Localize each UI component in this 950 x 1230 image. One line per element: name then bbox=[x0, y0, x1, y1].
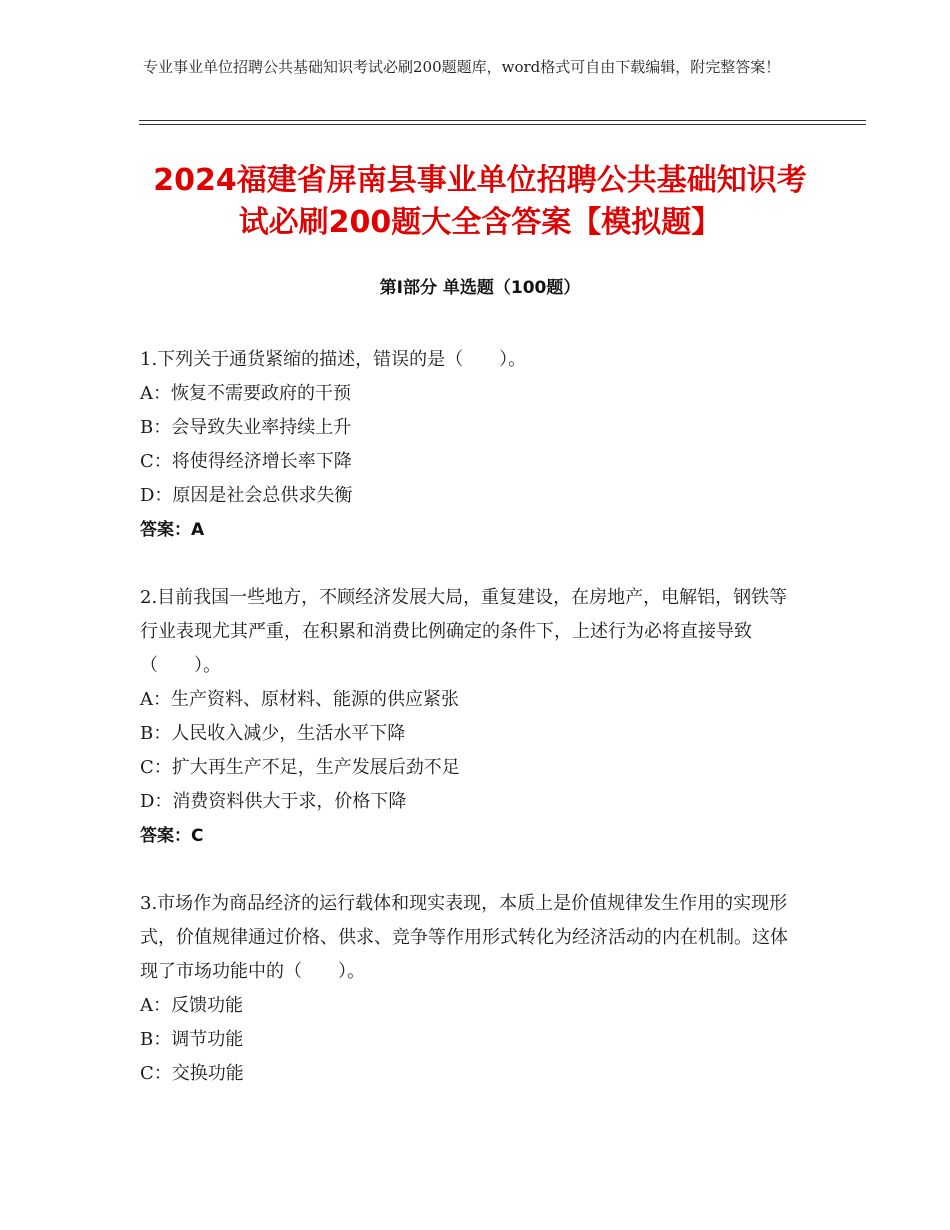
option-a: A：恢复不需要政府的干预 bbox=[140, 383, 351, 404]
question-stem: 3.市场作为商品经济的运行载体和现实表现，本质上是价值规律发生作用的实现形式，价值规律通过价格、供求、竞争等作用形式转化为经济活动的内在机制。这体现了市场功能中的（ ）。 bbox=[140, 893, 788, 982]
question-1 bbox=[140, 343, 800, 547]
question-stem: 1.下列关于通货紧缩的描述，错误的是（ ）。 bbox=[140, 349, 527, 370]
answer-label: 答案：C bbox=[140, 826, 204, 846]
option-a: A：反馈功能 bbox=[140, 995, 243, 1016]
option-d: D：消费资料供大于求，价格下降 bbox=[140, 791, 407, 812]
question-2 bbox=[140, 581, 800, 853]
option-c: C：将使得经济增长率下降 bbox=[140, 451, 352, 472]
option-b: B：调节功能 bbox=[140, 1029, 244, 1050]
header-divider bbox=[139, 120, 866, 121]
question-stem: 2.目前我国一些地方，不顾经济发展大局，重复建设，在房地产，电解铝，钢铁等行业表现尤其严重，在积累和消费比例确定的条件下，上述行为必将直接导致（ ）。 bbox=[140, 587, 788, 676]
option-c: C：交换功能 bbox=[140, 1063, 244, 1084]
header-note: 专业事业单位招聘公共基础知识考试必刷200题题库，word格式可自由下载编辑，附完整答案！ bbox=[143, 58, 781, 76]
option-a: A：生产资料、原材料、能源的供应紧张 bbox=[140, 689, 459, 710]
option-b: B：会导致失业率持续上升 bbox=[140, 417, 352, 438]
question-list bbox=[140, 343, 800, 1125]
option-b: B：人民收入减少，生活水平下降 bbox=[140, 723, 406, 744]
document-title: 2024福建省屏南县事业单位招聘公共基础知识考试必刷200题大全含答案【模拟题】 bbox=[153, 163, 807, 240]
option-d: D：原因是社会总供求失衡 bbox=[140, 485, 353, 506]
section-title: 第Ⅰ部分 单选题（100题） bbox=[379, 278, 581, 298]
question-3 bbox=[140, 887, 800, 1091]
option-c: C：扩大再生产不足，生产发展后劲不足 bbox=[140, 757, 460, 778]
answer-label: 答案：A bbox=[140, 520, 205, 540]
header-divider-double bbox=[139, 124, 866, 125]
